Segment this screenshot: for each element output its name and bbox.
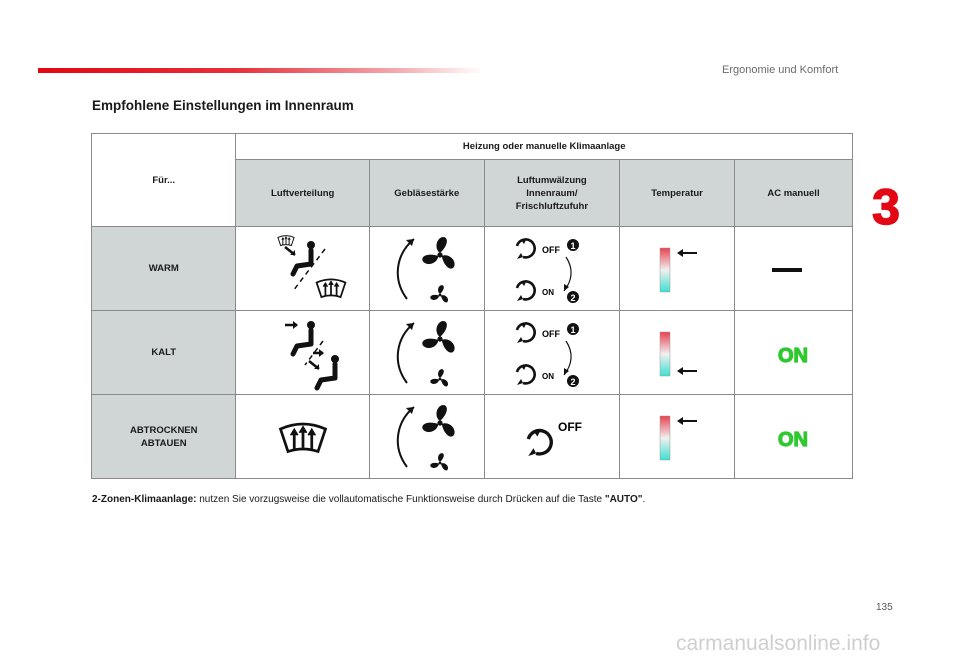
- temperature-gauge-icon: [660, 416, 670, 460]
- recirculation-icon: [517, 238, 535, 259]
- page-number: 135: [876, 602, 893, 613]
- occupant-feet-air-icon: [285, 241, 315, 274]
- footnote-key: "AUTO": [604, 494, 643, 505]
- table-row: [92, 227, 853, 311]
- occupant-face-air-icon: [285, 321, 315, 354]
- svg-text:OFF: OFF: [557, 419, 582, 434]
- ac-off-dash: [772, 268, 802, 272]
- fan-large-icon: [421, 405, 457, 438]
- ac-on-label: ON: [778, 428, 809, 451]
- ac-manual-cell: [734, 227, 852, 311]
- row-label-demist-defrost: ABTROCKNEN ABTAUEN: [92, 395, 236, 479]
- recirculation-icon: [517, 364, 535, 385]
- recirculation-icon: [517, 322, 535, 343]
- air-distribution-cell: [236, 311, 369, 395]
- row-label-warm: WARM: [92, 227, 236, 311]
- column-header-distribution: Luftverteilung: [236, 160, 369, 227]
- defrost-small-icon: [278, 235, 294, 245]
- table-row: [92, 311, 853, 395]
- svg-text:ON: ON: [541, 371, 554, 381]
- increase-arrow-icon: [398, 407, 414, 467]
- increase-arrow-icon: [398, 323, 414, 383]
- svg-text:1: 1: [570, 324, 576, 335]
- temperature-cell: [620, 311, 735, 395]
- page-heading: Empfohlene Einstellungen im Innenraum: [92, 98, 354, 113]
- fan-small-icon: [429, 453, 449, 471]
- svg-text:OFF: OFF: [541, 328, 560, 339]
- recommended-settings-table: [91, 133, 853, 479]
- windscreen-demist-icon: [316, 279, 345, 297]
- temperature-gauge-icon: [660, 332, 670, 376]
- blower-cell: [369, 311, 484, 395]
- header-accent-bar: [38, 68, 483, 73]
- footnote-text: nutzen Sie vorzugsweise die vollautomatische Funktionsweise durch Drücken auf die Taste: [196, 494, 605, 505]
- increase-arrow-icon: [398, 239, 414, 299]
- fan-small-icon: [429, 285, 449, 303]
- for-header: Für...: [92, 134, 236, 227]
- temperature-gauge-icon: [660, 248, 670, 292]
- air-distribution-cell: [236, 395, 369, 479]
- recirculation-icon: [517, 280, 535, 301]
- blower-cell: [369, 395, 484, 479]
- temperature-cell: [620, 395, 735, 479]
- column-header-ac-manual: AC manuell: [734, 160, 852, 227]
- svg-text:2: 2: [570, 292, 576, 303]
- windscreen-demist-icon: [280, 424, 325, 452]
- air-distribution-cell: [236, 227, 369, 311]
- column-header-blower: Gebläsestärke: [369, 160, 484, 227]
- section-title: Ergonomie und Komfort: [722, 64, 839, 76]
- watermark: carmanualsonline.info: [676, 632, 881, 655]
- occupant-feet-air-icon: [309, 349, 339, 388]
- fan-small-icon: [429, 369, 449, 387]
- recirculation-cell: [484, 227, 620, 311]
- ac-manual-cell: [734, 395, 852, 479]
- column-header-temperature: Temperatur: [620, 160, 735, 227]
- fan-large-icon: [421, 321, 457, 354]
- chapter-number: [866, 176, 906, 236]
- blower-cell: [369, 227, 484, 311]
- footnote-label: 2-Zonen-Klimaanlage:: [92, 494, 197, 505]
- recirculation-icon: [528, 428, 551, 455]
- column-header-recirculation: Luftumwälzung Innenraum/ Frischluftzufuhr: [484, 160, 620, 227]
- ac-manual-cell: [734, 311, 852, 395]
- footnote-end: .: [642, 494, 646, 505]
- table-row: [92, 395, 853, 479]
- svg-text:ON: ON: [541, 287, 554, 297]
- recirculation-cell: [484, 395, 620, 479]
- svg-text:OFF: OFF: [541, 244, 560, 255]
- row-label-cold: KALT: [92, 311, 236, 395]
- recirculation-cell: [484, 311, 620, 395]
- footnote: [92, 494, 645, 505]
- svg-text:2: 2: [570, 376, 576, 387]
- ac-on-label: ON: [778, 344, 809, 367]
- fan-large-icon: [421, 237, 457, 270]
- temperature-cell: [620, 227, 735, 311]
- svg-text:3: 3: [872, 179, 900, 235]
- group-header: Heizung oder manuelle Klimaanlage: [236, 134, 853, 160]
- svg-text:1: 1: [570, 240, 576, 251]
